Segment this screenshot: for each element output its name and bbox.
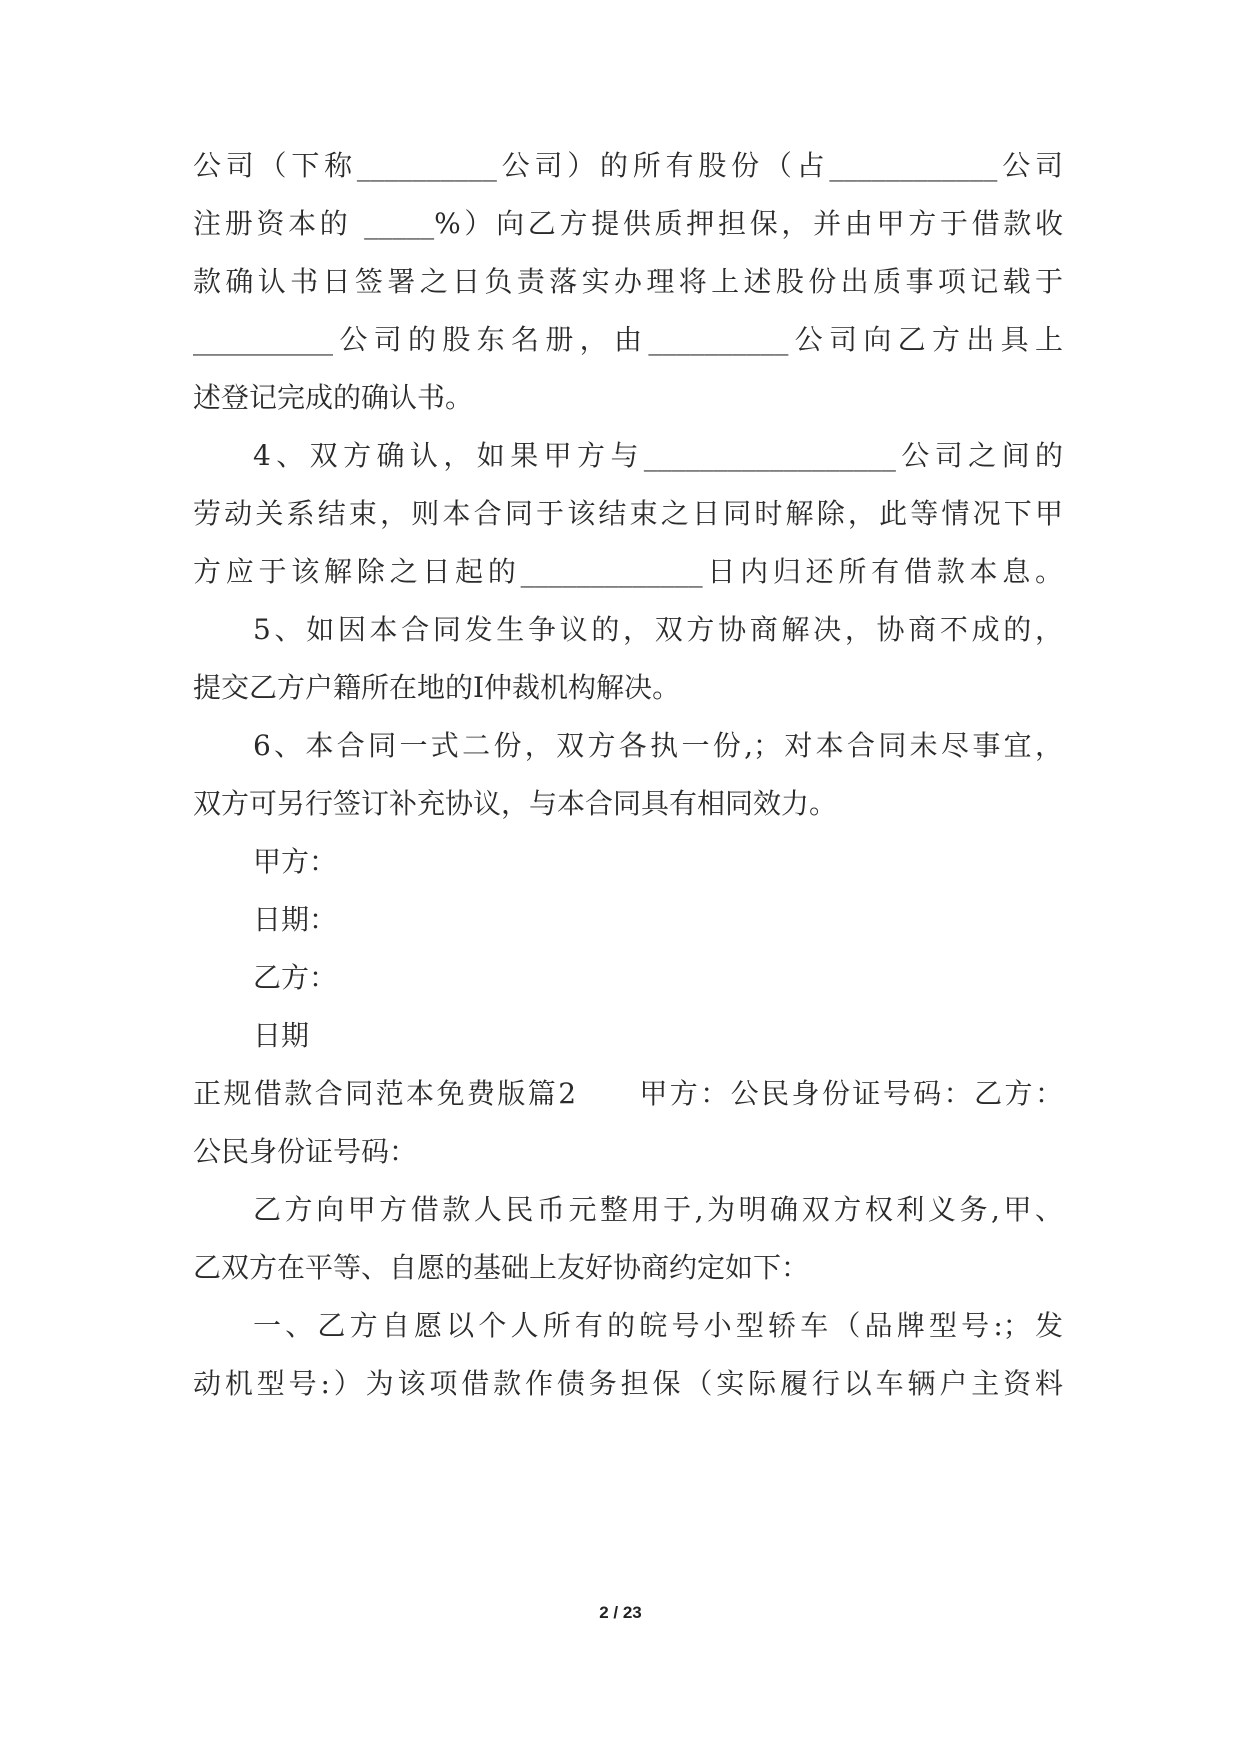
text-line: 5、如因本合同发生争议的，双方协商解决，协商不成的， [253,613,1063,646]
text-line: 公司（下称__________公司）的所有股份（占____________公司 [193,149,1063,182]
text-line: 6、本合同一式二份，双方各执一份,；对本合同未尽事宜， [253,729,1063,762]
text-line: 动机型号:）为该项借款作债务担保（实际履行以车辆户主资料 [193,1367,1063,1400]
section-heading: 正规借款合同范本免费版篇2 甲方：公民身份证号码：乙方： [193,1077,1063,1110]
text-line: 4、双方确认，如果甲方与__________________公司之间的 [253,439,1063,472]
text-line: 乙方向甲方借款人民币元整用于,为明确双方权利义务,甲、 [253,1193,1063,1226]
text-line: 款确认书日签署之日负责落实办理将上述股份出质事项记载于 [193,265,1063,298]
text-line: 注册资本的 _____%）向乙方提供质押担保，并由甲方于借款收 [193,207,1063,240]
text-line: __________公司的股东名册，由__________公司向乙方出具上 [193,323,1063,356]
text-line: 方应于该解除之日起的_____________日内归还所有借款本息。 [193,555,1063,588]
date-label: 日期 [253,1019,310,1052]
text-line: 述登记完成的确认书。 [193,381,474,414]
page-number: 2 / 23 [599,1603,642,1622]
text-line: 一、乙方自愿以个人所有的皖号小型轿车（品牌型号:；发 [253,1309,1063,1342]
text-line: 公民身份证号码： [193,1135,418,1168]
text-line: 提交乙方户籍所在地的I仲裁机构解决。 [193,671,681,704]
party-b-label: 乙方： [253,961,338,994]
text-line: 乙双方在平等、自愿的基础上友好协商约定如下： [193,1251,810,1284]
party-a-label: 甲方： [253,845,338,878]
date-label: 日期： [253,903,338,936]
text-line: 劳动关系结束，则本合同于该结束之日同时解除，此等情况下甲 [193,497,1063,530]
text-line: 双方可另行签订补充协议，与本合同具有相同效力。 [193,787,838,820]
